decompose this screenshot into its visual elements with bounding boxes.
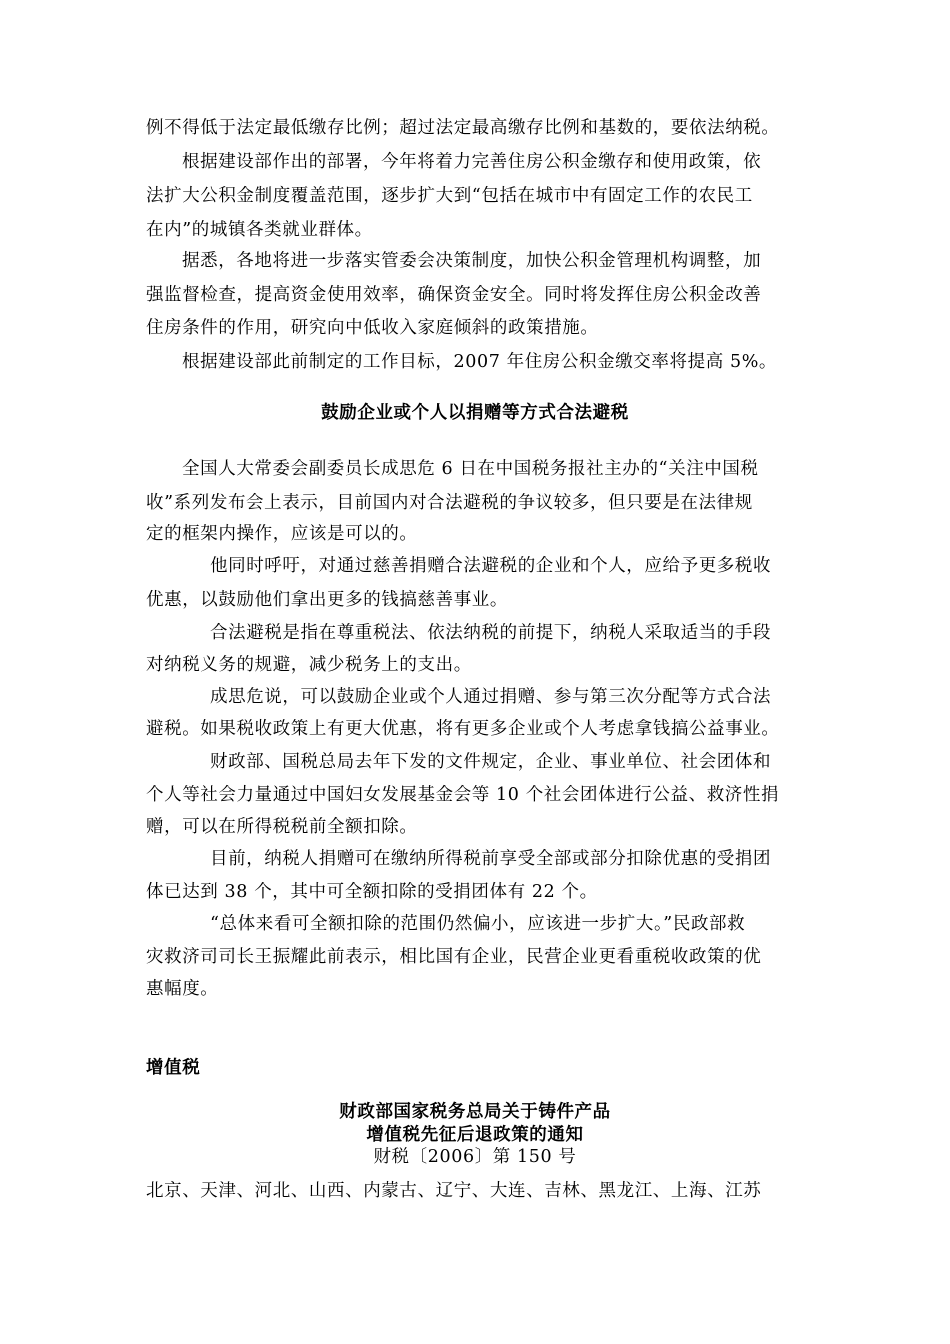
paragraph-line: 据悉，各地将进一步落实管委会决策制度，加快公积金管理机构调整，加 (182, 251, 762, 271)
recipients-line: 北京、天津、河北、山西、内蒙古、辽宁、大连、吉林、黑龙江、上海、江苏 (146, 1181, 762, 1201)
paragraph-line: 目前，纳税人捐赠可在缴纳所得税前享受全部或部分扣除优惠的受捐团 (210, 849, 772, 869)
paragraph-line: 法扩大公积金制度覆盖范围，逐步扩大到“包括在城市中有固定工作的农民工 (146, 186, 753, 206)
paragraph-line: 根据建设部此前制定的工作目标，2007 年住房公积金缴交率将提高 5%。 (182, 352, 778, 372)
document-number: 财税〔2006〕第 150 号 (373, 1147, 577, 1167)
paragraph-line: “总体来看可全额扣除的范围仍然偏小，应该进一步扩大。”民政部救 (210, 914, 746, 934)
paragraph-line: 避税。如果税收政策上有更大优惠，将有更多企业或个人考虑拿钱搞公益事业。 (146, 719, 780, 739)
paragraph-line: 对纳税义务的规避，减少税务上的支出。 (146, 655, 472, 675)
paragraph-line: 个人等社会力量通过中国妇女发展基金会等 10 个社会团体进行公益、救济性捐 (146, 785, 780, 805)
paragraph-line: 合法避税是指在尊重税法、依法纳税的前提下，纳税人采取适当的手段 (210, 623, 772, 643)
paragraph-line: 灾救济司司长王振耀此前表示，相比国有企业，民营企业更看重税收政策的优 (146, 947, 762, 967)
paragraph-line: 体已达到 38 个，其中可全额扣除的受捐团体有 22 个。 (146, 882, 598, 902)
paragraph-line: 住房条件的作用，研究向中低收入家庭倾斜的政策措施。 (146, 318, 599, 338)
paragraph-line: 优惠，以鼓励他们拿出更多的钱搞慈善事业。 (146, 590, 508, 610)
notice-title-line: 财政部国家税务总局关于铸件产品 (339, 1102, 611, 1122)
paragraph-line: 在内”的城镇各类就业群体。 (146, 220, 373, 240)
paragraph-line: 收”系列发布会上表示，目前国内对合法避税的争议较多，但只要是在法律规 (146, 493, 753, 513)
paragraph-line: 惠幅度。 (146, 979, 219, 999)
notice-title-line: 增值税先征后退政策的通知 (366, 1125, 584, 1145)
paragraph-line: 定的框架内操作，应该是可以的。 (146, 524, 418, 544)
paragraph-line: 成思危说，可以鼓励企业或个人通过捐赠、参与第三次分配等方式合法 (210, 687, 772, 707)
paragraph-line: 例不得低于法定最低缴存比例；超过法定最高缴存比例和基数的，要依法纳税。 (146, 118, 780, 138)
section-heading: 鼓励企业或个人以捐赠等方式合法避税 (321, 403, 629, 423)
paragraph-line: 他同时呼吁，对通过慈善捐赠合法避税的企业和个人，应给予更多税收 (210, 556, 772, 576)
category-heading: 增值税 (146, 1058, 201, 1078)
paragraph-line: 赠，可以在所得税税前全额扣除。 (146, 817, 418, 837)
paragraph-line: 财政部、国税总局去年下发的文件规定，企业、事业单位、社会团体和 (210, 752, 772, 772)
paragraph-line: 根据建设部作出的部署，今年将着力完善住房公积金缴存和使用政策，依 (182, 152, 762, 172)
paragraph-line: 强监督检查，提高资金使用效率，确保资金安全。同时将发挥住房公积金改善 (146, 285, 762, 305)
paragraph-line: 全国人大常委会副委员长成思危 6 日在中国税务报社主办的“关注中国税 (182, 459, 759, 479)
